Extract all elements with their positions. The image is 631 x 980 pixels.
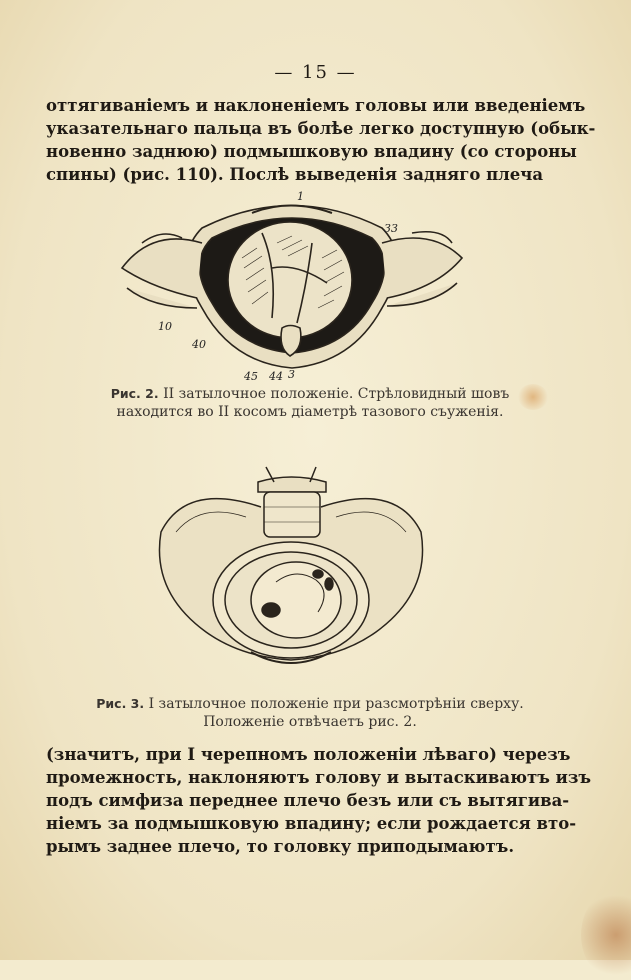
caption-line: Положеніе отвѣчаетъ рис. 2. — [203, 714, 417, 730]
text-line: новенно заднюю) подмышковую впадину (со стороны — [46, 142, 577, 161]
figure-label: 33 — [384, 222, 398, 235]
figure-caption — [40, 695, 580, 731]
figure-label: 40 — [192, 338, 206, 351]
figure-label: 3 — [288, 368, 295, 381]
figure-label: 10 — [158, 320, 172, 333]
caption-text: II затылочное положеніе. Стрѣловидный шовъ — [163, 386, 510, 402]
caption-text: I затылочное положеніе при разсмотрѣніи сверху. — [148, 696, 524, 712]
figure-label: 44 — [269, 370, 283, 383]
figure-caption — [40, 385, 580, 421]
caption-label: Рис. 2. — [110, 386, 159, 401]
caption-line — [40, 695, 580, 713]
text-line: подъ симфиза переднее плечо безъ или съ вытягива- — [46, 791, 570, 810]
text-line: промежность, наклоняютъ голову и вытаскиваютъ изъ — [46, 768, 592, 787]
figure-pelvis-outlet — [112, 188, 472, 383]
figure-label: 1 — [297, 190, 304, 203]
text-line: оттягиваніемъ и наклоненіемъ головы или введеніемъ — [46, 96, 586, 115]
text-line: указательнаго пальца въ болѣе легко доступную (обык- — [46, 119, 596, 138]
text-line: (значитъ, при I черепномъ положеніи лѣваго) черезъ — [46, 745, 571, 764]
figure-label: 45 — [244, 370, 258, 383]
page-number: — 15 — — [274, 62, 357, 83]
figure-pelvis-above — [146, 462, 436, 682]
text-line: спины) (рис. 110). Послѣ выведенія задняго плеча — [46, 165, 544, 184]
top-paragraph — [46, 94, 596, 186]
text-line: рымъ заднее плечо, то головку приподымаютъ. — [46, 837, 515, 856]
caption-line — [40, 385, 580, 403]
caption-line: находится во II косомъ діаметрѣ тазового съуженія. — [116, 404, 504, 420]
caption-label: Рис. 3. — [96, 696, 145, 711]
paper-stain — [581, 890, 631, 980]
bottom-paragraph — [46, 743, 592, 858]
text-line: ніемъ за подмышковую впадину; если рождается вто- — [46, 814, 577, 833]
